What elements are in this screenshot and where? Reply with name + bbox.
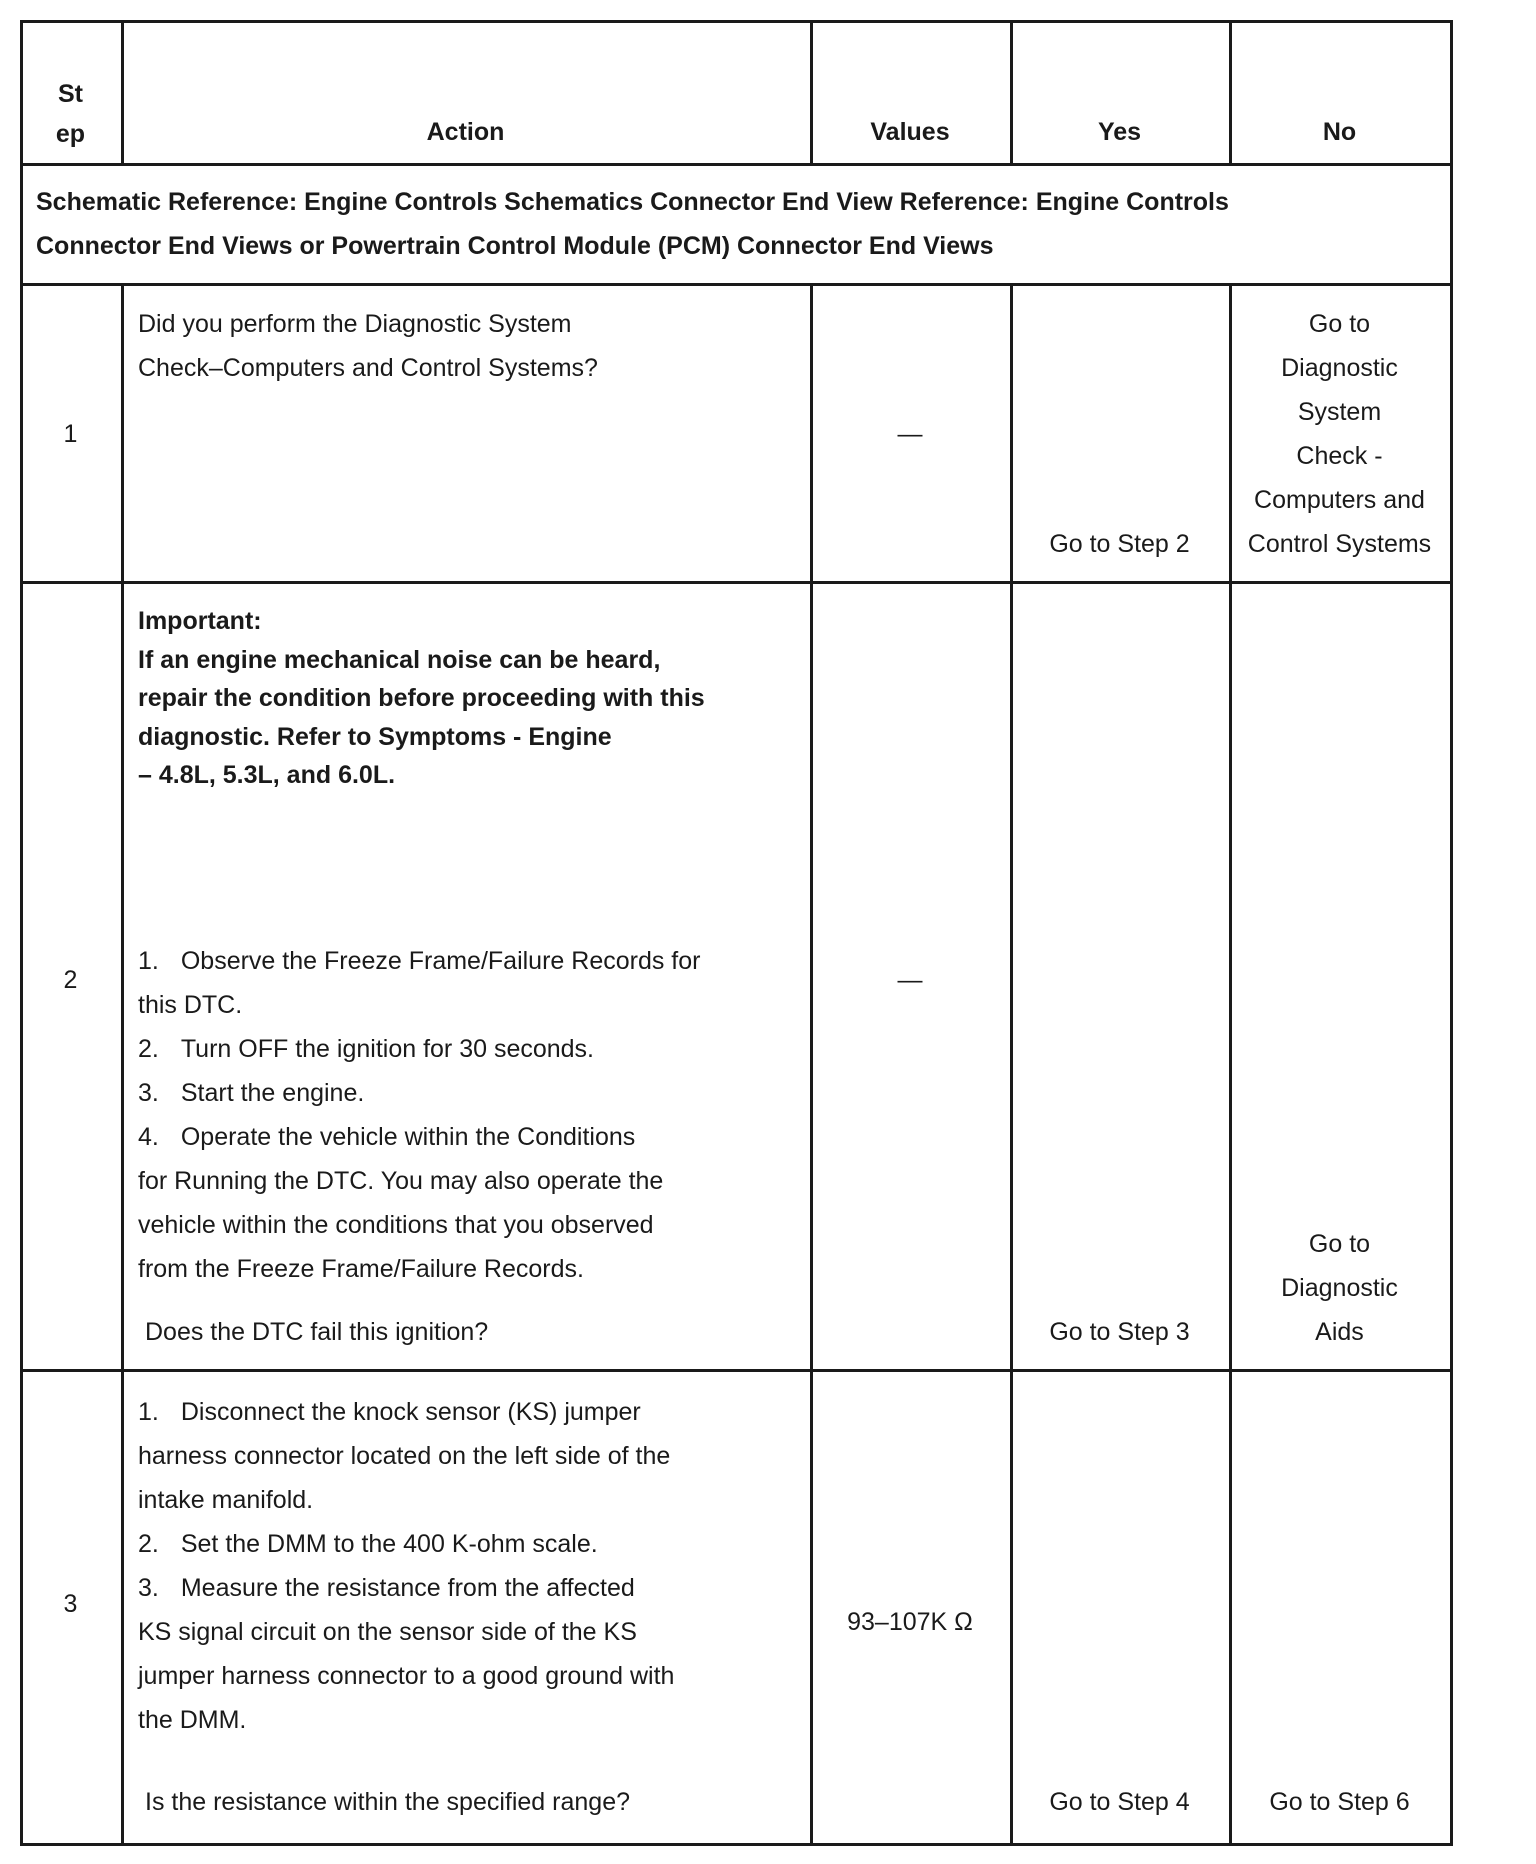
reference-line1: Schematic Reference: Engine Controls Schematics Connector End View Reference: Engine Controls (36, 188, 1229, 216)
row1-action-line1: Did you perform the Diagnostic System (138, 310, 572, 338)
row3-no: Go to Step 6 (1269, 1788, 1410, 1816)
row2-important-line1: If an engine mechanical noise can be heard, (138, 645, 661, 674)
row2-step-item (138, 1027, 803, 1071)
header-yes: Yes (1097, 118, 1142, 146)
row3-step-item: KS signal circuit on the sensor side of the KS (138, 1618, 637, 1646)
reference-divider (20, 283, 1453, 286)
row3-step-num: 3. (138, 1574, 159, 1602)
row3-step-item: intake manifold. (138, 1486, 314, 1514)
row2-step-text: Start the engine. (180, 1079, 365, 1107)
row2-step-item: for Running the DTC. You may also operate the (138, 1167, 664, 1195)
row3-step-item (138, 1390, 803, 1434)
row2-step: 2 (63, 966, 78, 994)
row2-step-item (138, 939, 803, 983)
header-step (20, 74, 121, 154)
row3-step-item: harness connector located on the left side of the (138, 1442, 671, 1470)
row2-no (1229, 1222, 1450, 1354)
row1-step: 1 (63, 420, 78, 448)
row1-divider (20, 581, 1453, 584)
row2-step-text: Turn OFF the ignition for 30 seconds. (180, 1035, 595, 1063)
row2-divider (20, 1369, 1453, 1372)
row1-no-line1: Go to (1308, 310, 1371, 338)
table-border-top (20, 20, 1453, 23)
row3-step-item: the DMM. (138, 1706, 247, 1734)
row1-no-line4: Check - (1296, 442, 1383, 470)
reference-line2: Connector End Views or Powertrain Control Module (PCM) Connector End Views (36, 232, 994, 260)
row2-step-num: 2. (138, 1035, 159, 1063)
header-action: Action (426, 118, 505, 146)
row2-step-item: from the Freeze Frame/Failure Records. (138, 1255, 584, 1283)
diagnostic-table (20, 20, 1453, 1846)
table-border-left (20, 20, 23, 1846)
row2-important-line2: repair the condition before proceeding with this (138, 684, 705, 712)
row3-steps (138, 1390, 803, 1742)
row2-no-line1: Go to (1308, 1230, 1371, 1258)
row2-step-text: Observe the Freeze Frame/Failure Records for (180, 947, 701, 975)
row2-step-item (138, 1071, 803, 1115)
row1-action-line2: Check–Computers and Control Systems? (138, 354, 598, 382)
row3-step-item (138, 1566, 803, 1610)
row3-yes: Go to Step 4 (1049, 1788, 1190, 1816)
row3-value: 93–107K Ω (847, 1608, 973, 1636)
row3-step-item: jumper harness connector to a good ground with (138, 1662, 675, 1690)
row3-step-text: Disconnect the knock sensor (KS) jumper (180, 1398, 641, 1426)
row3-step-item (138, 1522, 803, 1566)
row2-step-item (138, 1115, 803, 1159)
row2-step-item: this DTC. (138, 991, 243, 1019)
row2-yes: Go to Step 3 (1049, 1318, 1190, 1346)
row1-action (138, 302, 798, 390)
header-step-line1: St (58, 80, 83, 108)
col-divider-step-body (121, 283, 124, 1846)
row2-important-line3: diagnostic. Refer to Symptoms - Engine (138, 722, 612, 751)
header-divider (20, 163, 1453, 166)
row3-step-text: Measure the resistance from the affected (180, 1574, 635, 1602)
row2-no-line2: Diagnostic (1281, 1274, 1398, 1302)
row1-yes: Go to Step 2 (1049, 530, 1190, 558)
table-border-right (1450, 20, 1453, 1846)
schematic-reference (36, 180, 1436, 268)
row2-step-num: 3. (138, 1079, 159, 1107)
row2-question: Does the DTC fail this ignition? (145, 1318, 489, 1346)
header-values: Values (870, 118, 950, 146)
row3-step: 3 (63, 1590, 78, 1618)
row2-step-num: 1. (138, 947, 159, 975)
row3-step-num: 2. (138, 1530, 159, 1558)
row2-step-text: Operate the vehicle within the Conditions (180, 1123, 636, 1151)
row3-step-text: Set the DMM to the 400 K-ohm scale. (180, 1530, 598, 1558)
row2-important-line4: – 4.8L, 5.3L, and 6.0L. (138, 761, 396, 789)
row2-steps (138, 939, 803, 1291)
row2-no-line3: Aids (1315, 1318, 1364, 1346)
row2-important (138, 602, 798, 795)
row1-no-line2: Diagnostic (1281, 354, 1398, 382)
row2-important-label: Important: (138, 607, 262, 635)
row1-no (1229, 302, 1450, 566)
header-no: No (1322, 118, 1357, 146)
row2-step-item: vehicle within the conditions that you observed (138, 1211, 654, 1239)
row1-no-line3: System (1297, 398, 1382, 426)
row2-step-num: 4. (138, 1123, 159, 1151)
row1-value: — (897, 420, 923, 448)
row1-no-line5: Computers and (1254, 486, 1425, 514)
table-border-bottom (20, 1843, 1453, 1846)
row3-step-num: 1. (138, 1398, 159, 1426)
row2-value: — (897, 966, 923, 994)
col-divider-values-body (1010, 283, 1013, 1846)
row3-question: Is the resistance within the specified range? (145, 1788, 630, 1816)
header-step-line2: ep (55, 120, 86, 148)
row1-no-line6: Control Systems (1247, 530, 1432, 558)
